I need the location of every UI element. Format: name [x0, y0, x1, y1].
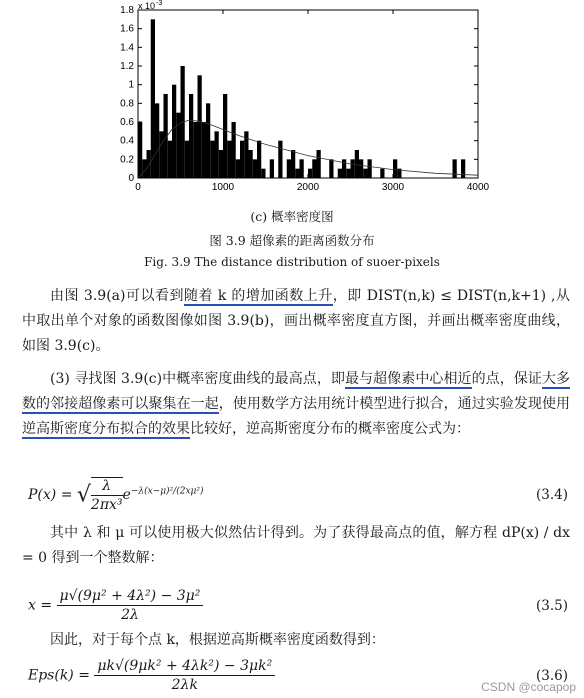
watermark: CSDN @cocapop	[481, 680, 576, 694]
histogram-bar	[227, 141, 231, 178]
histogram-bar	[295, 169, 299, 178]
paragraph-2	[22, 367, 570, 442]
y-tick-label: 0.8	[120, 98, 134, 110]
figure-caption-en: Fig. 3.9 The distance distribution of suoer-pixels	[144, 255, 440, 269]
histogram-bar	[206, 103, 210, 178]
eq36-denominator: 2λk	[171, 677, 198, 693]
histogram-bar	[261, 169, 265, 178]
eq35-lhs: x =	[28, 597, 53, 614]
histogram-bar	[329, 159, 333, 178]
figure-caption-cn: 图 3.9 超像素的距离函数分布	[209, 233, 375, 248]
histogram-bar	[138, 122, 142, 178]
y-scale-label: x 10	[138, 1, 156, 11]
histogram-bar	[142, 159, 146, 178]
histogram-bar	[270, 159, 274, 178]
y-tick-label: 1.4	[120, 42, 134, 54]
histogram-bar	[380, 169, 384, 178]
histogram-bar	[453, 159, 457, 178]
histogram-bar	[308, 169, 312, 178]
histogram-bar	[198, 75, 202, 178]
histogram-bar	[368, 159, 372, 178]
histogram-bar	[151, 19, 155, 178]
para2-text-g: 比较好，逆高斯密度分布的概率密度公式为：	[190, 421, 470, 437]
histogram-bar	[189, 94, 193, 178]
x-tick-label: 3000	[381, 182, 405, 193]
histogram-bar	[223, 94, 227, 178]
histogram-bar	[300, 159, 304, 178]
x-tick-label: 2000	[296, 182, 320, 193]
histogram-bar	[278, 141, 282, 178]
y-tick-label: 1.8	[120, 5, 134, 16]
histogram-chart	[100, 0, 500, 200]
eq36-numerator: μk√(9μk² + 4λk²) − 3μk²	[94, 658, 275, 676]
y-tick-label: 0.2	[120, 154, 134, 166]
histogram-bar	[359, 159, 363, 178]
para2-underlined-2: 大多数的邻接超像素可以聚集在一起	[22, 371, 571, 412]
paragraph-4: 因此，对于每个点 k，根据逆高斯概率密度函数得到：	[50, 632, 385, 648]
eq34-numerator: λ	[91, 478, 123, 496]
histogram-bar	[338, 169, 342, 178]
histogram-bar	[202, 122, 206, 178]
histogram-bar	[393, 159, 397, 178]
histogram-bar	[257, 141, 261, 178]
y-tick-label: 0	[128, 173, 134, 184]
histogram-bar	[346, 169, 350, 178]
eq36-number: (3.6)	[535, 668, 568, 684]
para1-underlined: 随着 k 的增加函数上升	[183, 288, 333, 304]
para2-underlined-3: 逆高斯密度分布拟合的效果	[22, 421, 190, 437]
histogram-bar	[253, 159, 257, 178]
paragraph-3: 其中 λ 和 μ 可以使用极大似然估计得到。为了获得最高点的值，解方程 dP(x) / dx = 0 得到一个整数解：	[22, 525, 570, 566]
histogram-bar	[168, 141, 172, 178]
histogram-bar	[232, 122, 236, 178]
histogram-bar	[312, 159, 316, 178]
histogram-bar	[193, 122, 197, 178]
histogram-bar	[215, 131, 219, 178]
histogram-bar	[240, 141, 244, 178]
eq34-denominator: 2πx³	[90, 497, 123, 513]
para1-text-a: 由图 3.9(a)可以看到	[50, 288, 184, 304]
histogram-bar	[317, 150, 321, 178]
eq35-number: (3.5)	[535, 598, 568, 614]
histogram-bar	[172, 85, 176, 178]
eq35-numerator: μ√(9μ² + 4λ²) − 3μ²	[57, 588, 204, 606]
paragraph-1	[22, 284, 570, 359]
y-tick-label: 1.2	[120, 61, 134, 72]
y-scale-exponent: -3	[156, 0, 163, 7]
histogram-bar	[351, 159, 355, 178]
y-tick-label: 1	[128, 79, 134, 91]
histogram-bar	[236, 159, 240, 178]
histogram-bar	[291, 150, 295, 178]
histogram-bar	[287, 159, 291, 178]
y-tick-label: 0.6	[120, 117, 134, 128]
histogram-bar	[461, 159, 465, 178]
histogram-bar	[155, 103, 159, 178]
y-tick-label: 0.4	[120, 135, 134, 147]
x-tick-label: 0	[135, 182, 141, 193]
para2-text-c: 的点，保证	[471, 371, 542, 387]
histogram-bar	[219, 150, 223, 178]
histogram-bar	[363, 169, 367, 178]
para2-text-e: ，使用数学方法用统计模型进行拟合，通过实验发现使用	[218, 396, 571, 412]
subfigure-caption: (c) 概率密度图	[250, 209, 334, 224]
histogram-bar	[355, 150, 359, 178]
histogram-bar	[147, 150, 151, 178]
eq36-lhs: Eps(k) =	[28, 667, 90, 684]
histogram-bar	[185, 141, 189, 178]
eq35-denominator: 2λ	[121, 607, 139, 623]
histogram-bar	[176, 113, 180, 178]
para2-text-a: (3) 寻找图 3.9(c)中概率密度曲线的最高点，即	[50, 371, 346, 387]
equation-3-4: P(x) = √ $\frac{\lambda}{\text{2πx³}}$ $e^{-\lambda(x-\mu)^2/(2x\mu^2)}$ (3.4)	[28, 478, 568, 513]
eq34-exponent: −λ(x−μ)²/(2xμ²)	[130, 486, 204, 497]
histogram-bar	[159, 131, 163, 178]
y-tick-label: 1.6	[120, 23, 134, 35]
eq34-number: (3.4)	[535, 487, 568, 503]
para2-underlined-1: 最与超像素中心相近	[345, 371, 472, 387]
para1-text-c: ，即 DIST(n,k) ≤ DIST(n,k+1) ,从中取出单个对象的函数图像如图 3.9(b)，画出概率密度直方图，并画出概率密度曲线，如图 3.9(c)。	[22, 288, 570, 354]
eq34-lhs: P(x) =	[28, 487, 73, 503]
x-tick-label: 1000	[211, 182, 235, 193]
histogram-bar	[210, 141, 214, 178]
x-tick-label: 4000	[466, 182, 490, 193]
equation-3-5	[28, 588, 568, 628]
histogram-bar	[249, 150, 253, 178]
